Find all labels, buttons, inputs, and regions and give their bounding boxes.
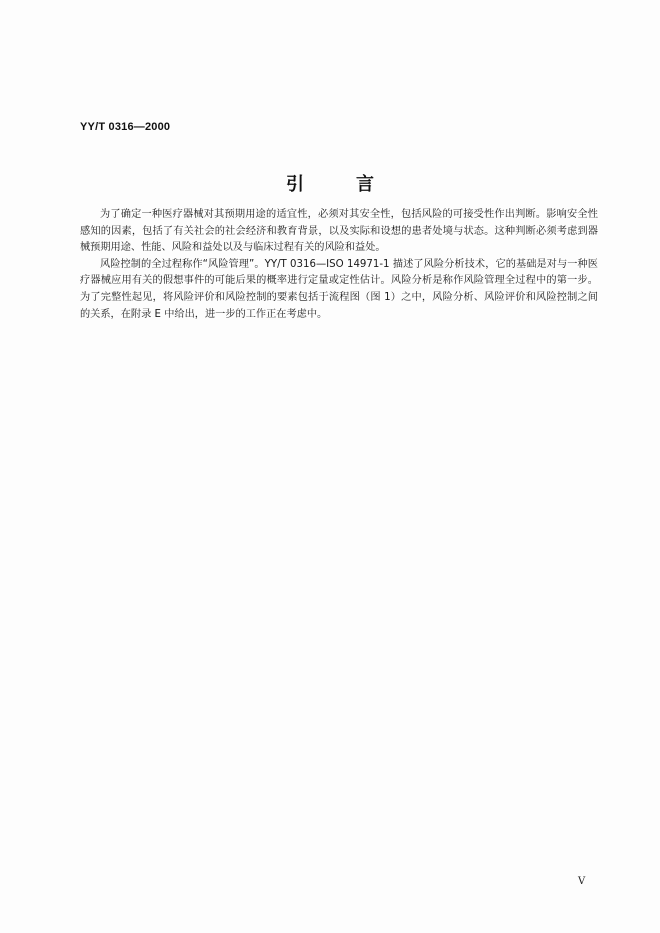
title-char: 引 — [286, 174, 304, 195]
paragraph: 风险控制的全过程称作“风险管理”。YY/T 0316—ISO 14971-1 描述了风险分析技术，它的基础是对与一种医疗器械应用有关的假想事件的可能后果的概率进行定量或定性估计。风险分析是称作风险管理全过程中的第一步。为了完整性起见，将风险评价和风险控制的要素包括于流程图（图 1）之中，风险分析、风险评价和风险控制之间的关系，在附录 E 中给出，进一步的工作正在考虑中。 — [80, 258, 598, 320]
paragraph: 为了确定一种医疗器械对其预期用途的适宜性，必须对其安全性，包括风险的可接受性作出判断。影响安全性感知的因素，包括了有关社会的社会经济和教育背景，以及实际和设想的患者处境与状态。这种判断必须考虑到器械预期用途、性能、风险和益处以及与临床过程有关的风险和益处。 — [80, 209, 598, 254]
section-title — [0, 170, 660, 196]
title-char: 言 — [356, 174, 374, 195]
body-text — [80, 207, 598, 323]
standard-number: YY/T 0316—2000 — [80, 121, 171, 133]
page-number: V — [578, 876, 586, 887]
